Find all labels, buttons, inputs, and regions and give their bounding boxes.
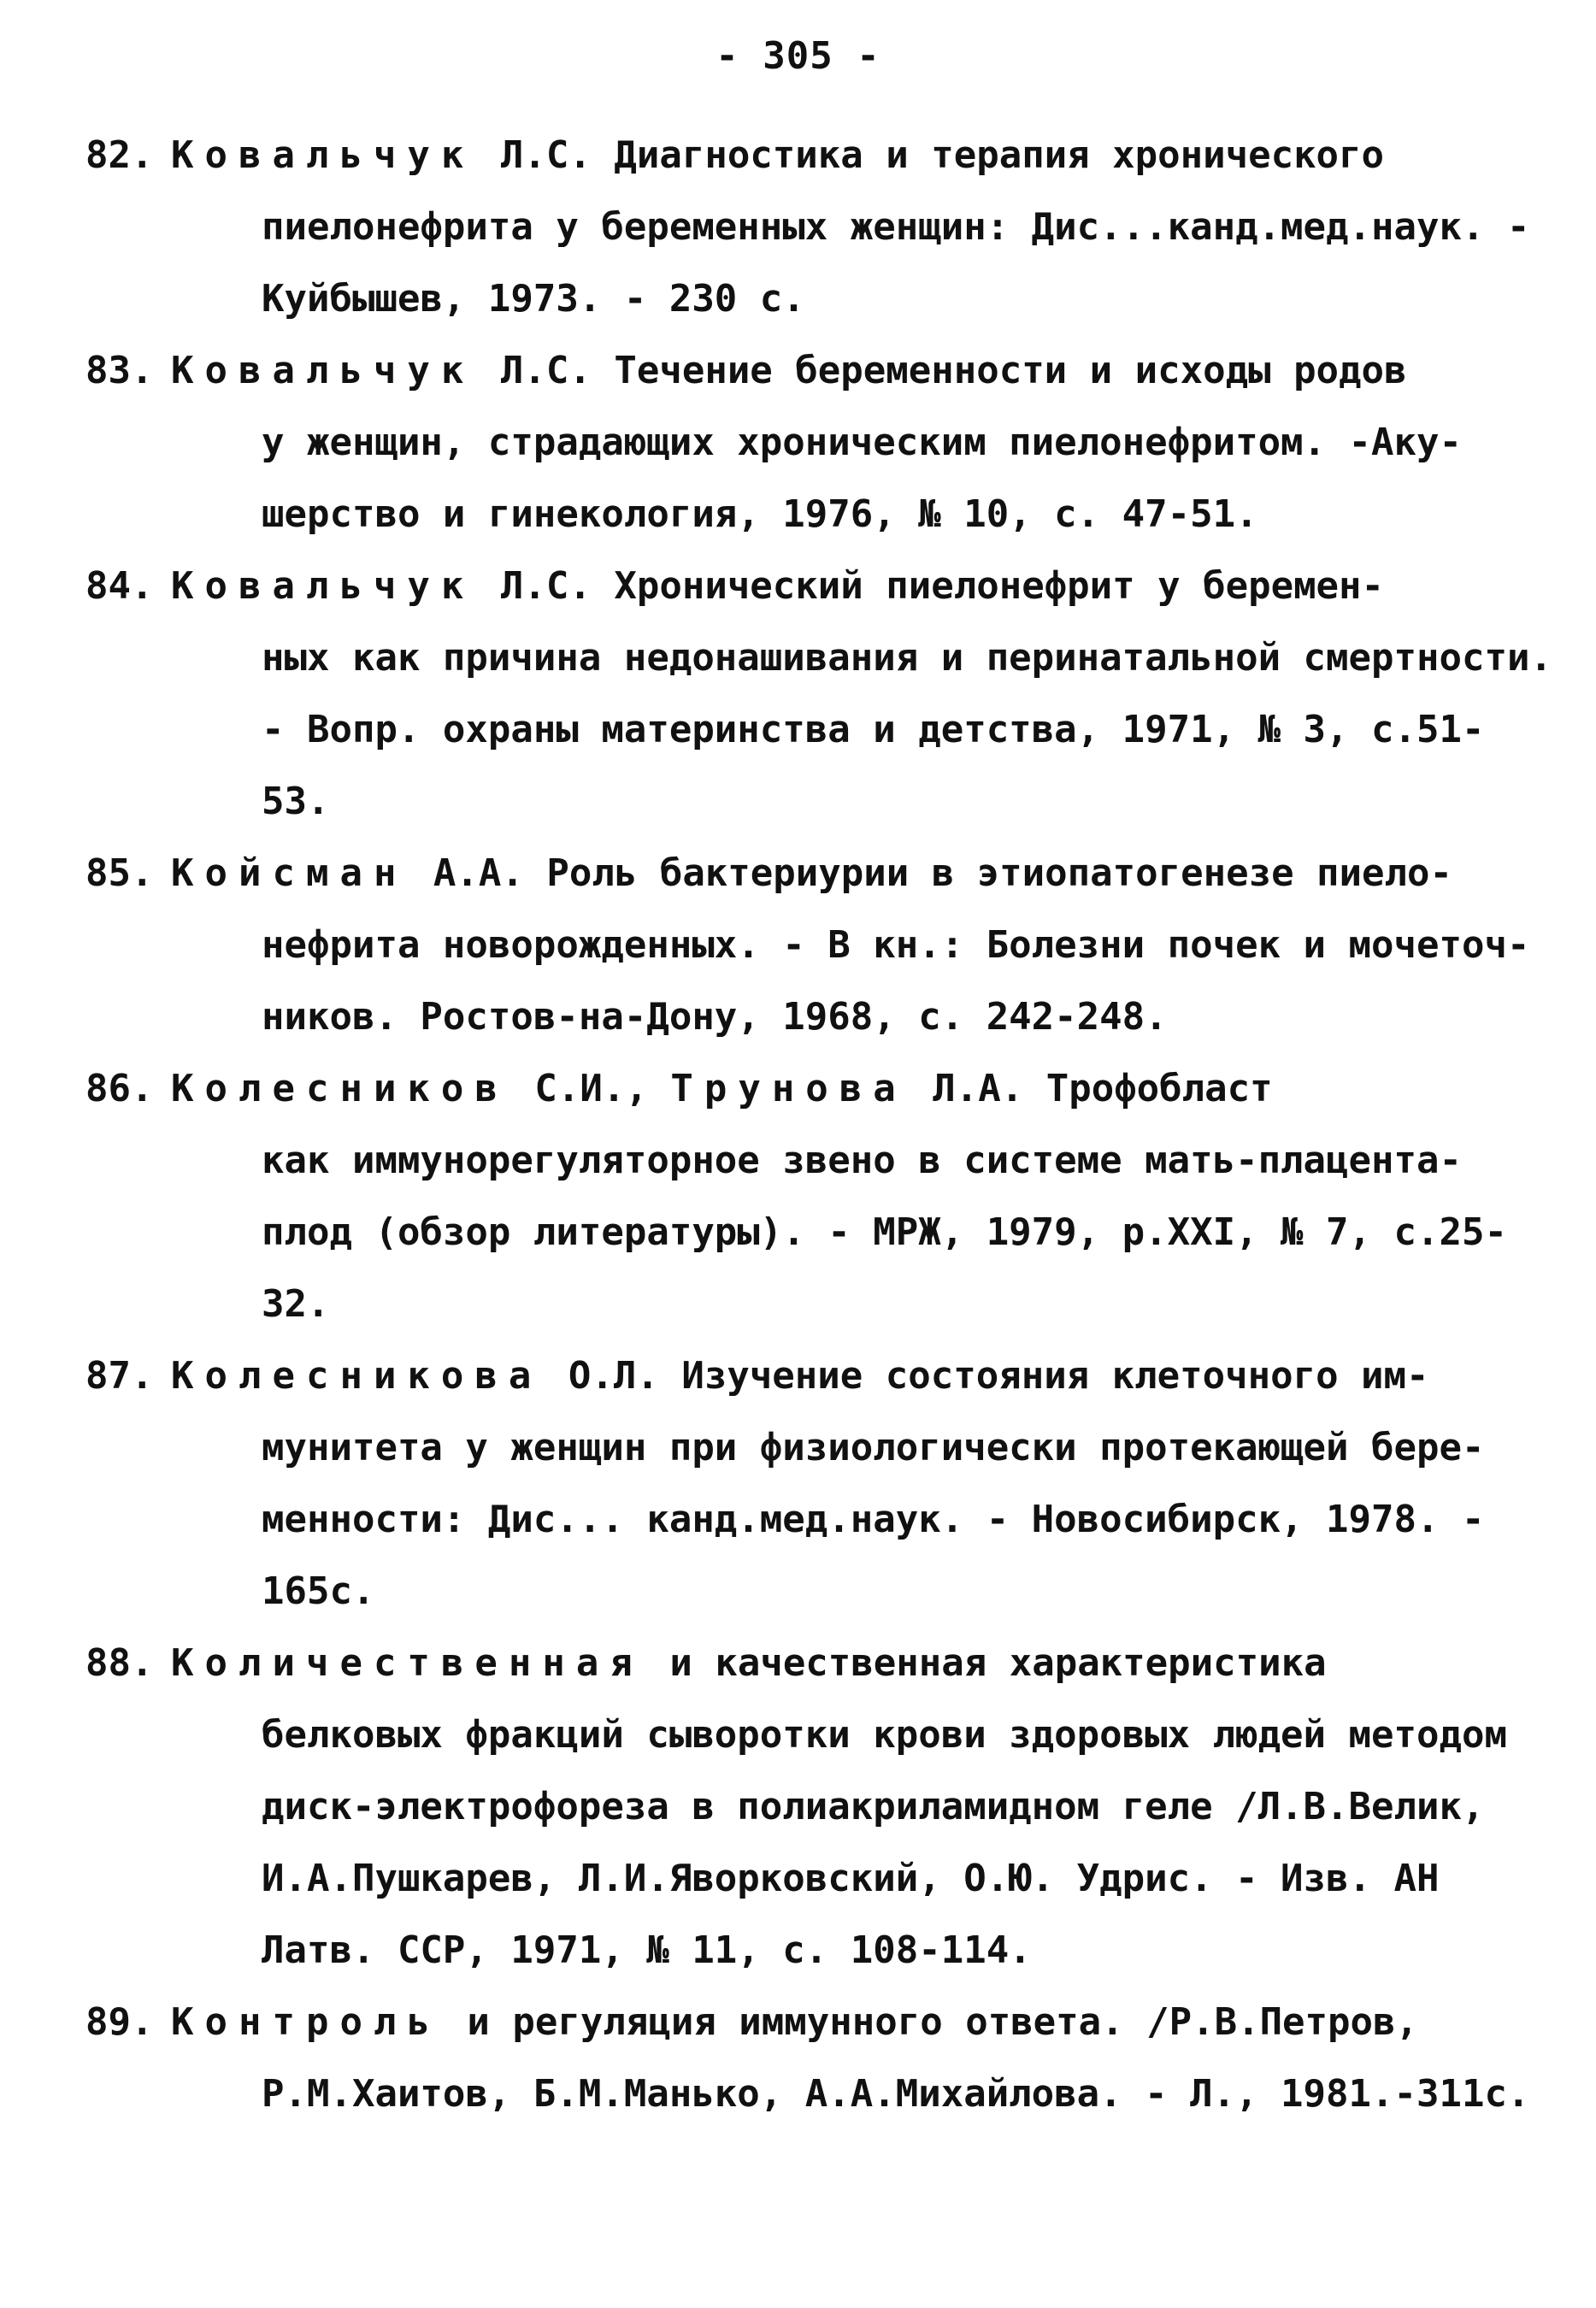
entry-line: у женщин, страдающих хроническим пиелонефритом. -Аку- (262, 421, 1462, 464)
entry-number: 84. (85, 564, 154, 608)
entry-author: Ковальчук (171, 349, 475, 392)
bibliography-entry-84 (85, 551, 1552, 838)
entry-first-line (85, 1053, 1530, 1125)
entry-first-line (85, 335, 1530, 407)
entry-line: пиелонефрита у беременных женщин: Дис...канд.мед.наук. - (262, 205, 1530, 249)
entry-author: Количественная (171, 1641, 644, 1685)
entry-number: 83. (85, 349, 154, 392)
entry-author: Контроль (171, 2000, 441, 2044)
entry-line: 32. (262, 1282, 330, 1326)
bibliography-entry-88 (85, 1628, 1530, 1987)
entry-line: 165с. (262, 1569, 375, 1613)
bibliography-entry-87 (85, 1340, 1530, 1628)
entry-text: Л.С. Хронический пиелонефрит у беремен- (478, 564, 1385, 608)
entry-author: Ковальчук (171, 133, 475, 177)
entry-line: шерство и гинекология, 1976, № 10, с. 47-51. (262, 492, 1258, 536)
entry-first-line (85, 1628, 1530, 1699)
bibliography-entry-86 (85, 1053, 1530, 1340)
entry-author: Колесникова (171, 1354, 543, 1398)
bibliography-entry-82 (85, 120, 1530, 335)
entry-number: 86. (85, 1067, 154, 1110)
entry-text: А.А. Роль бактериурии в этиопатогенезе пиело- (410, 851, 1452, 895)
entry-line: И.А.Пушкарев, Л.И.Яворковский, О.Ю. Удрис. - Изв. АН (262, 1857, 1440, 1900)
entry-first-line (85, 1340, 1530, 1412)
entry-line: мунитета у женщин при физиологически протекающей бере- (262, 1426, 1485, 1469)
entry-text: Л.А. Трофобласт (910, 1067, 1273, 1110)
entry-line: ных как причина недонашивания и перинатальной смертности. (262, 636, 1552, 680)
entry-line: Латв. ССР, 1971, № 11, с. 108-114. (262, 1928, 1032, 1972)
entry-first-line (85, 1987, 1530, 2058)
entry-author: Ковальчук (171, 564, 475, 608)
bibliography-entry-85 (85, 838, 1530, 1053)
entry-first-line (85, 838, 1530, 910)
entry-line: как иммунорегуляторное звено в системе мать-плацента- (262, 1139, 1462, 1182)
entry-text: и качественная характеристика (646, 1641, 1327, 1685)
entry-line: плод (обзор литературы). - МРЖ, 1979, р.XXI, № 7, с.25- (262, 1210, 1507, 1254)
entry-number: 85. (85, 851, 154, 895)
page-number: - 305 - (716, 34, 880, 78)
entry-number: 88. (85, 1641, 154, 1685)
entry-author: Койсман (171, 851, 408, 895)
entry-text: Л.С. Диагностика и терапия хронического (478, 133, 1385, 177)
entry-line: 53. (262, 780, 330, 823)
entry-author: Колесников (171, 1067, 509, 1110)
entry-line: нефрита новорожденных. - В кн.: Болезни почек и мочеточ- (262, 923, 1530, 967)
entry-coauthor: Трунова (670, 1067, 907, 1110)
bibliography-entry-83 (85, 335, 1530, 551)
entry-line: диск-электрофореза в полиакриламидном геле /Л.В.Велик, (262, 1785, 1485, 1828)
entry-number: 89. (85, 2000, 154, 2044)
entry-text: и регуляция иммунного ответа. /Р.В.Петров, (444, 2000, 1419, 2044)
entry-number: 82. (85, 133, 154, 177)
entry-line: менности: Дис... канд.мед.наук. - Новосибирск, 1978. - (262, 1498, 1485, 1541)
entry-line: Р.М.Хаитов, Б.М.Манько, А.А.Михайлова. - Л., 1981.-311с. (262, 2072, 1530, 2116)
entry-text: С.И., (511, 1067, 671, 1110)
entry-first-line (85, 120, 1530, 191)
entry-text: Л.С. Течение беременности и исходы родов (478, 349, 1407, 392)
entry-line: белковых фракций сыворотки крови здоровых людей методом (262, 1713, 1507, 1757)
entry-text: О.Л. Изучение состояния клеточного им- (545, 1354, 1429, 1398)
bibliography-entry-89 (85, 1987, 1530, 2130)
entry-line: - Вопр. охраны материнства и детства, 1971, № 3, с.51- (262, 708, 1485, 751)
entry-line: ников. Ростов-на-Дону, 1968, с. 242-248. (262, 995, 1168, 1039)
entry-first-line (85, 551, 1530, 622)
entry-number: 87. (85, 1354, 154, 1398)
entry-line: Куйбышев, 1973. - 230 с. (262, 277, 805, 321)
